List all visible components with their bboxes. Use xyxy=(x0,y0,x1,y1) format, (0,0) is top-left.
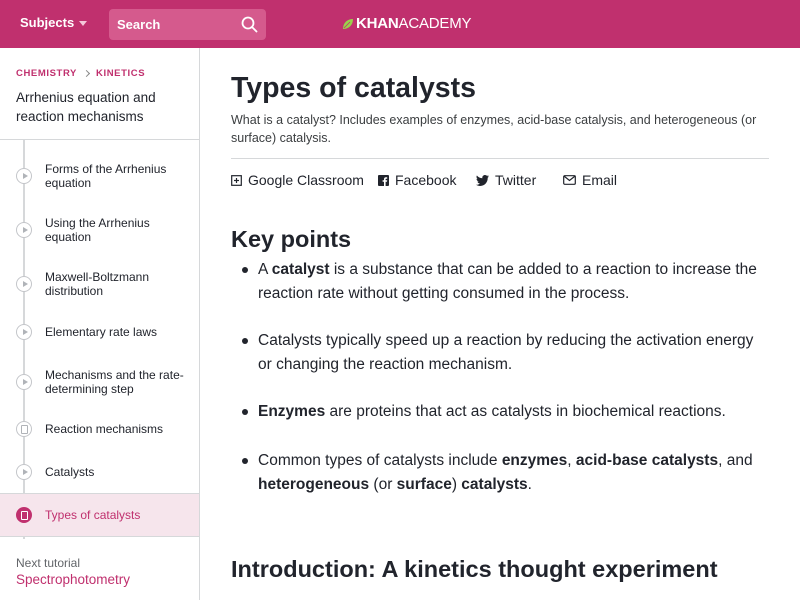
term-heterogeneous: heterogeneous xyxy=(258,475,370,493)
term-acid-base-catalysts: acid-base catalysts xyxy=(575,452,719,469)
list-item xyxy=(231,329,771,376)
text: , xyxy=(567,452,576,469)
play-icon xyxy=(16,222,32,238)
text: . xyxy=(527,475,532,493)
sidebar-item-label: Types of catalysts xyxy=(45,508,141,522)
twitter-label: Twitter xyxy=(495,172,537,188)
list-item xyxy=(231,449,771,496)
google-classroom-icon xyxy=(231,175,242,186)
twitter-icon xyxy=(476,175,489,186)
google-classroom-label: Google Classroom xyxy=(248,172,364,188)
page-title: Types of catalysts xyxy=(231,72,476,104)
sidebar-item-mechanisms-rate-determining[interactable] xyxy=(0,354,199,410)
top-bar xyxy=(0,0,800,48)
play-icon xyxy=(16,324,32,340)
list-item xyxy=(231,258,771,305)
next-tutorial-label: Next tutorial xyxy=(16,556,81,570)
search-icon[interactable] xyxy=(241,16,258,33)
facebook-label: Facebook xyxy=(395,172,457,188)
sidebar-item-label: Using the Arrhenius equation xyxy=(45,216,150,244)
bullet xyxy=(242,338,248,344)
facebook-icon xyxy=(378,175,389,186)
play-icon xyxy=(16,464,32,480)
text: are proteins that act as catalysts in biochemical reactions. xyxy=(325,403,726,420)
sidebar-item-types-of-catalysts[interactable] xyxy=(0,493,199,537)
term-catalysts: catalysts xyxy=(461,475,528,493)
sidebar-item-label: Catalysts xyxy=(45,465,95,479)
play-icon xyxy=(16,276,32,292)
text: , and xyxy=(718,452,753,469)
list-item xyxy=(231,400,771,424)
introduction-heading: Introduction: A kinetics thought experiment xyxy=(231,556,718,582)
bullet xyxy=(242,409,248,415)
search-input[interactable] xyxy=(117,17,235,32)
sidebar-item-label: Elementary rate laws xyxy=(45,325,158,339)
sidebar-item-forms-of-arrhenius[interactable] xyxy=(0,148,199,204)
play-icon xyxy=(16,374,32,390)
facebook-share-button[interactable] xyxy=(378,172,456,188)
text: Common types of catalysts include xyxy=(258,452,502,469)
article-icon xyxy=(16,421,32,437)
sidebar-item-elementary-rate-laws[interactable] xyxy=(0,310,199,354)
content-divider xyxy=(231,158,769,159)
sidebar-item-label: Forms of the Arrhenius equation xyxy=(45,162,167,190)
khan-academy-logo[interactable] xyxy=(342,15,471,32)
breadcrumb-chemistry[interactable]: CHEMISTRY xyxy=(16,68,77,79)
sidebar-item-using-arrhenius[interactable] xyxy=(0,202,199,258)
sidebar-item-catalysts[interactable] xyxy=(0,451,199,493)
search-box[interactable] xyxy=(109,9,266,40)
bullet xyxy=(242,458,248,464)
text: is a substance that can be added to a reaction to increase the reaction rate without getting consumed in the process. xyxy=(258,261,757,302)
term-surface: surface xyxy=(396,475,452,493)
sidebar xyxy=(0,48,200,600)
subjects-menu-button[interactable] xyxy=(20,15,87,30)
sidebar-item-label: Reaction mechanisms xyxy=(45,422,164,436)
breadcrumb-kinetics[interactable]: KINETICS xyxy=(96,68,146,79)
text: Catalysts typically speed up a reaction by reducing the activation energy or changing the reaction mechanism. xyxy=(258,332,754,373)
leaf-icon xyxy=(342,18,354,30)
logo-khan-text: KHAN xyxy=(356,15,399,32)
breadcrumb xyxy=(16,68,145,79)
text: (or xyxy=(369,475,397,493)
subjects-label: Subjects xyxy=(20,15,75,30)
sidebar-divider xyxy=(0,139,199,140)
sidebar-item-maxwell-boltzmann[interactable] xyxy=(0,256,199,312)
caret-down-icon xyxy=(79,21,87,26)
page-description: What is a catalyst? Includes examples of enzymes, acid-base catalysis, and heterogeneous (or surface) catalysis. xyxy=(231,113,757,145)
email-icon xyxy=(563,175,576,185)
text: ) xyxy=(451,475,462,493)
play-icon xyxy=(16,168,32,184)
twitter-share-button[interactable] xyxy=(476,172,536,188)
tutorial-title[interactable]: Arrhenius equation and reaction mechanisms xyxy=(16,90,156,124)
key-points-heading: Key points xyxy=(231,226,352,252)
sidebar-item-reaction-mechanisms[interactable] xyxy=(0,408,199,450)
term-enzymes: Enzymes xyxy=(258,403,326,420)
email-share-button[interactable] xyxy=(563,172,617,188)
sidebar-item-label: Maxwell-Boltzmann distribution xyxy=(45,270,150,298)
email-label: Email xyxy=(582,172,618,188)
next-tutorial-link[interactable]: Spectrophotometry xyxy=(16,572,131,587)
chevron-right-icon xyxy=(83,70,90,77)
term-enzymes: enzymes xyxy=(501,452,568,469)
bullet xyxy=(242,267,248,273)
article-icon xyxy=(16,507,32,523)
sidebar-item-label: Mechanisms and the rate-determining step xyxy=(45,368,184,396)
term-catalyst: catalyst xyxy=(271,261,330,278)
text: A xyxy=(258,261,272,278)
logo-academy-text: ACADEMY xyxy=(398,15,472,32)
google-classroom-share-button[interactable] xyxy=(231,172,364,188)
